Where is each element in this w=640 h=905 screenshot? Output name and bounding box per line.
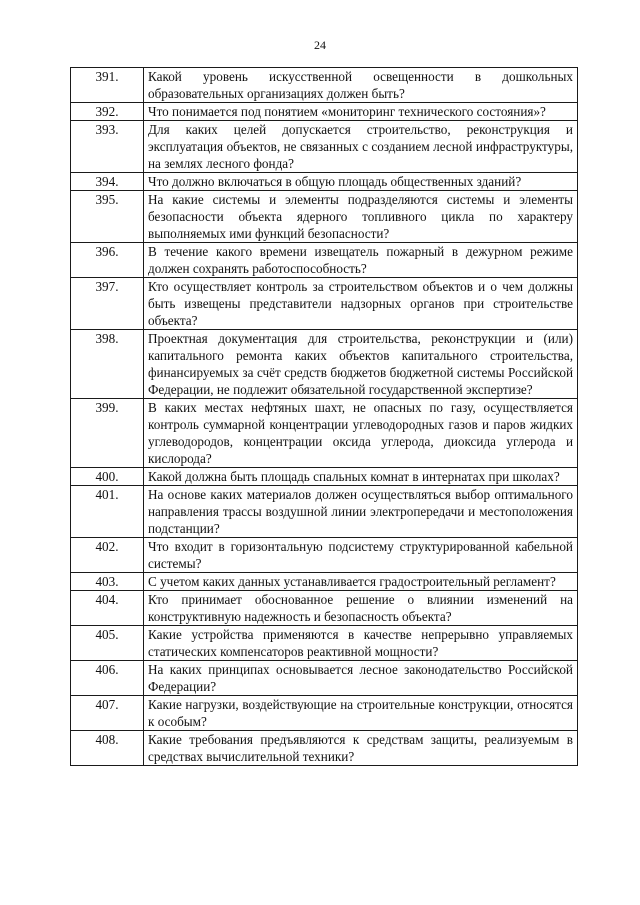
table-row xyxy=(71,68,578,103)
question-number: 398. xyxy=(71,330,144,399)
question-text: Что должно включаться в общую площадь общественных зданий? xyxy=(144,173,578,191)
question-number: 391. xyxy=(71,68,144,103)
question-number: 405. xyxy=(71,626,144,661)
question-text: Какой уровень искусственной освещенности в дошкольных образовательных организациях должен быть? xyxy=(144,68,578,103)
table-row xyxy=(71,399,578,468)
table-row xyxy=(71,591,578,626)
question-text: На какие системы и элементы подразделяются системы и элементы безопасности объекта ядерного топливного цикла по характеру выполняемых ими функций безопасности? xyxy=(144,191,578,243)
question-number: 394. xyxy=(71,173,144,191)
questions-table xyxy=(70,67,578,766)
table-row xyxy=(71,468,578,486)
question-number: 406. xyxy=(71,661,144,696)
question-number: 403. xyxy=(71,573,144,591)
table-row xyxy=(71,191,578,243)
table-row xyxy=(71,330,578,399)
questions-table-body xyxy=(71,68,578,766)
question-number: 395. xyxy=(71,191,144,243)
table-row xyxy=(71,486,578,538)
table-row xyxy=(71,696,578,731)
table-row xyxy=(71,538,578,573)
question-text: На каких принципах основывается лесное законодательство Российской Федерации? xyxy=(144,661,578,696)
question-number: 393. xyxy=(71,121,144,173)
page-number: 24 xyxy=(314,38,326,52)
question-number: 407. xyxy=(71,696,144,731)
question-text: Что входит в горизонтальную подсистему структурированной кабельной системы? xyxy=(144,538,578,573)
table-row xyxy=(71,626,578,661)
question-text: Какой должна быть площадь спальных комнат в интернатах при школах? xyxy=(144,468,578,486)
table-row xyxy=(71,121,578,173)
question-text: Какие нагрузки, воздействующие на строительные конструкции, относятся к особым? xyxy=(144,696,578,731)
question-number: 392. xyxy=(71,103,144,121)
question-number: 400. xyxy=(71,468,144,486)
table-row xyxy=(71,661,578,696)
question-number: 404. xyxy=(71,591,144,626)
table-row xyxy=(71,278,578,330)
question-number: 399. xyxy=(71,399,144,468)
question-text: В течение какого времени извещатель пожарный в дежурном режиме должен сохранять работоспособность? xyxy=(144,243,578,278)
question-text: На основе каких материалов должен осуществляться выбор оптимального направления трассы воздушной линии электропередачи и местоположения подстанции? xyxy=(144,486,578,538)
question-text: С учетом каких данных устанавливается градостроительный регламент? xyxy=(144,573,578,591)
question-text: Кто осуществляет контроль за строительством объектов и о чем должны быть извещены представители надзорных органов при строительстве объекта? xyxy=(144,278,578,330)
question-number: 408. xyxy=(71,731,144,766)
table-row xyxy=(71,243,578,278)
table-row xyxy=(71,103,578,121)
table-row xyxy=(71,731,578,766)
question-number: 396. xyxy=(71,243,144,278)
table-row xyxy=(71,173,578,191)
question-text: Какие устройства применяются в качестве непрерывно управляемых статических компенсаторов реактивной мощности? xyxy=(144,626,578,661)
table-row xyxy=(71,573,578,591)
question-text: Что понимается под понятием «мониторинг технического состояния»? xyxy=(144,103,578,121)
question-number: 397. xyxy=(71,278,144,330)
question-text: В каких местах нефтяных шахт, не опасных по газу, осуществляется контроль суммарной концентрации углеводородных газов и паров жидких углеводородов, концентрации оксида углерода, диоксида углерода и кислорода? xyxy=(144,399,578,468)
question-number: 402. xyxy=(71,538,144,573)
question-text: Для каких целей допускается строительство, реконструкция и эксплуатация объектов, не связанных с созданием лесной инфраструктуры, на землях лесного фонда? xyxy=(144,121,578,173)
question-text: Проектная документация для строительства, реконструкции и (или) капитального ремонта каких объектов капитального строительства, финансируемых за счёт средств бюджетов бюджетной системы Российской Федерации, не подлежит обязательной государственной экспертизе? xyxy=(144,330,578,399)
question-text: Кто принимает обоснованное решение о влиянии изменений на конструктивную надежность и безопасность объекта? xyxy=(144,591,578,626)
question-text: Какие требования предъявляются к средствам защиты, реализуемым в средствах вычислительной техники? xyxy=(144,731,578,766)
question-number: 401. xyxy=(71,486,144,538)
